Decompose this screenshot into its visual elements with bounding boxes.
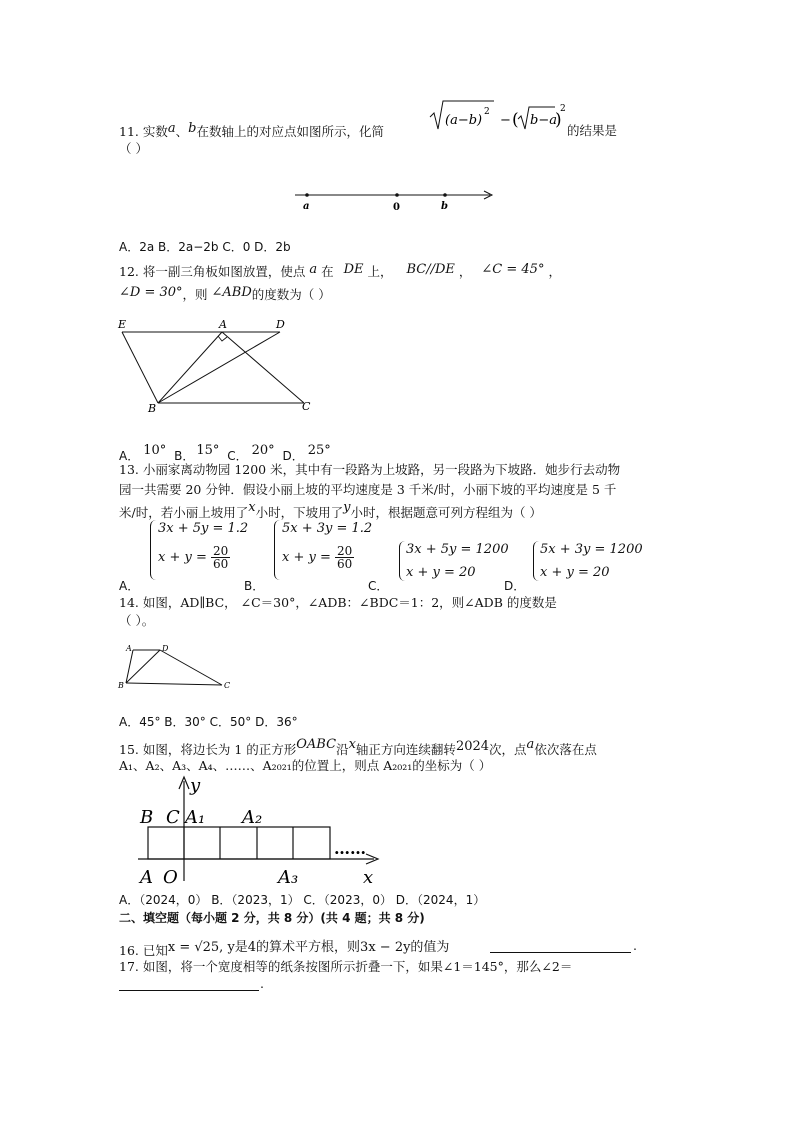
q12-line1: 12. 将一副三角板如图放置，使点 a 在 DE 上， BC//DE ， ∠C = 45° ，: [119, 262, 561, 279]
q13-sysC-eq2: x + y = 20: [406, 565, 476, 580]
q14-trapezoid-figure: [116, 641, 236, 693]
q15-line2: A₁、A₂、A₃、A₄、……、A₂₀₂₁的位置上，则点 A₂₀₂₁的坐标为（ ）: [119, 758, 492, 773]
q13-line1: 13. 小丽家离动物园 1200 米，其中有一段路为上坡路，另一段路为下坡路．她步行去动物: [119, 462, 621, 477]
q11-radical-expression: [428, 99, 564, 135]
label-A3: A₃: [278, 867, 299, 888]
point-zero: [395, 193, 399, 197]
q13-opt-d: D．: [504, 579, 526, 593]
label-A2: A₂: [242, 807, 263, 828]
label-x: x: [363, 867, 374, 888]
point-b: [443, 193, 447, 197]
q13-opt-b: B．: [244, 579, 265, 593]
q13-sysC-eq1: 3x + 5y = 1200: [406, 542, 509, 557]
q13-sysB-eq1: 5x + 3y = 1.2: [282, 521, 373, 536]
svg-text:(a−b): (a−b): [445, 113, 483, 128]
q14-paren: （ ）。: [119, 613, 155, 628]
point-a: [305, 193, 309, 197]
axis-label-b: b: [441, 201, 448, 212]
q14-line1: 14. 如图，AD∥BC， ∠C＝30°，∠ADB：∠BDC＝1：2，则∠ADB 的度数是: [119, 595, 557, 610]
svg-text:−: −: [500, 113, 511, 128]
label-A: A: [219, 318, 227, 331]
q11-options: A．2a B．2a−2b C．0 D．2b: [119, 240, 291, 254]
label-y: y: [190, 775, 201, 796]
svg-text:2: 2: [484, 107, 490, 117]
label-A: A: [126, 644, 132, 653]
label-C: C: [224, 681, 231, 690]
label-C: C: [302, 400, 311, 413]
q13-opt-c: C．: [368, 579, 389, 593]
q16-period: .: [633, 938, 637, 953]
label-B: B: [140, 807, 154, 828]
label-C: C: [166, 807, 180, 828]
continuation-dots: ……: [334, 839, 366, 858]
svg-text:(: (: [512, 110, 519, 130]
q16-answer-blank[interactable]: [490, 952, 631, 953]
q15-options: A．（2024，0） B．（2023，1） C．（2023，0） D．（2024，1）: [119, 893, 486, 907]
label-B: B: [148, 402, 157, 415]
label-O: O: [163, 867, 178, 888]
q13-brace-b: [274, 520, 281, 580]
label-D: D: [276, 318, 285, 331]
q11-suffix: 的结果是: [567, 123, 618, 138]
q13-brace-c: [399, 541, 406, 581]
q13-brace-d: [533, 541, 540, 581]
q12-line2: ∠D = 30°，则 ∠ABD的度数为（ ）: [119, 285, 331, 302]
q13-sysB-eq2: x + y = $\frac{20}{60}$: [282, 544, 353, 571]
q16-line: 16. 已知x = √25, y是4的算术平方根，则3x − 2y的值为: [119, 940, 450, 958]
label-B: B: [118, 681, 124, 690]
q17-answer-blank[interactable]: [119, 990, 259, 991]
q11-answer-paren: （ ）: [119, 141, 148, 156]
q17-period: .: [260, 976, 264, 991]
q13-sysA-eq2: x + y = $\frac{20}{60}$: [158, 544, 229, 571]
q17-line: 17. 如图，将一个宽度相等的纸条按图所示折叠一下，如果∠1＝145°，那么∠2＝: [119, 959, 573, 974]
q15-rolling-square-figure: [130, 773, 390, 889]
q13-opt-a: A．: [119, 579, 140, 593]
q12-triangle-figure: [112, 314, 322, 416]
axis-label-zero: 0: [393, 202, 400, 213]
axis-label-a: a: [303, 201, 310, 212]
svg-text:2: 2: [560, 104, 566, 114]
q11-text: 11. 实数a、b在数轴上的对应点如图所示，化简: [119, 121, 384, 139]
q15-line1: 15. 如图，将边长为 1 的正方形OABC沿x轴正方向连续翻转2024次，点a依次落在点: [119, 737, 597, 757]
q13-brace-a: [150, 520, 157, 580]
q13-line2: 园一共需要 20 分钟．假设小丽上坡的平均速度是 3 千米/时，小丽下坡的平均速度是 5 千: [119, 482, 617, 497]
svg-text:b−a: b−a: [530, 113, 557, 128]
q14-options: A．45° B．30° C．50° D．36°: [119, 715, 298, 729]
section-fill-in-blank-heading: 二、填空题（每小题 2 分，共 8 分）(共 4 题；共 8 分): [119, 911, 425, 925]
label-A1: A₁: [185, 807, 206, 828]
q13-sysA-eq1: 3x + 5y = 1.2: [158, 521, 249, 536]
label-E: E: [118, 318, 127, 331]
q13-line3: 米/时，若小丽上坡用了x小时，下坡用了y小时，根据题意可列方程组为（ ）: [119, 500, 542, 520]
q13-sysD-eq1: 5x + 3y = 1200: [540, 542, 643, 557]
svg-text:): ): [555, 110, 562, 130]
q13-sysD-eq2: x + y = 20: [540, 565, 610, 580]
q12-options: A． 10° B． 15° C． 20° D． 25°: [119, 443, 331, 463]
q11-number-line: [290, 186, 500, 214]
label-A: A: [140, 867, 153, 888]
label-D: D: [162, 644, 169, 653]
